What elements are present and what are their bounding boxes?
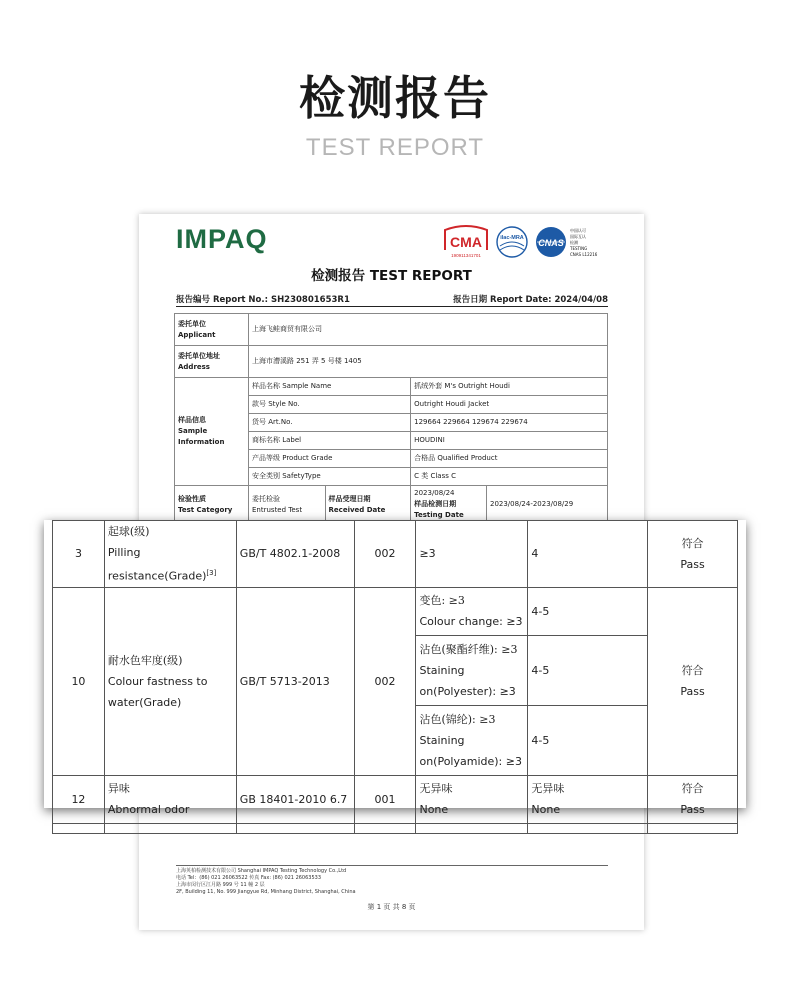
page-number: 第 1 页 共 8 页: [367, 903, 416, 911]
sample-no: 001: [354, 775, 416, 823]
result: 4-5: [528, 705, 648, 775]
item-name: 耐水色牢度(级) Colour fastness to water(Grade): [104, 587, 236, 775]
verdict: 符合 Pass: [648, 587, 738, 775]
standard: GB 18401-2010 6.7: [236, 775, 354, 823]
requirement: 变色: ≥3 Colour change: ≥3: [416, 587, 528, 635]
sample-key: 商标名称 Label: [249, 432, 411, 450]
applicant-value: 上海飞鲑商贸有限公司: [249, 314, 608, 346]
received-date-value: 2023/08/24 样品检测日期 Testing Date: [411, 486, 487, 524]
cma-mark-icon: [445, 226, 487, 258]
requirement: 沾色(聚酯纤维): ≥3 Staining on(Polyester): ≥3: [416, 635, 528, 705]
table-row: [53, 823, 738, 833]
table-row: [175, 378, 608, 396]
sample-key: 货号 Art.No.: [249, 414, 411, 432]
table-row: [175, 346, 608, 378]
report-date: 报告日期 Report Date: 2024/04/08: [453, 295, 608, 305]
sample-key: 款号 Style No.: [249, 396, 411, 414]
standard: GB/T 5713-2013: [236, 587, 354, 775]
verdict: 符合 Pass: [648, 521, 738, 588]
svg-text:国际互认: 国际互认: [570, 234, 586, 239]
standard: GB/T 4802.1-2008: [236, 521, 354, 588]
address-label: 委托单位地址 Address: [175, 346, 249, 378]
zoomed-results-panel: [44, 520, 746, 817]
testing-date-value: 2023/08/24-2023/08/29: [486, 486, 607, 524]
result: 4: [528, 521, 648, 588]
category-label: 检验性质 Test Category: [175, 486, 249, 524]
impaq-logo: IMPAQ: [176, 224, 268, 254]
item-name: 起球(级) Pilling resistance(Grade)[3]: [104, 521, 236, 588]
item-number: 10: [53, 587, 105, 775]
cnas-text: CNAS: [538, 238, 564, 248]
cnas-mark-icon: [536, 227, 566, 257]
sample-no: 002: [354, 521, 416, 588]
page-subtitle: TEST REPORT: [305, 134, 485, 161]
sample-value: 129664 229664 129674 229674: [411, 414, 608, 432]
cma-text: CMA: [450, 234, 482, 250]
page-title: 检测报告: [299, 71, 491, 125]
results-table: [52, 520, 738, 834]
table-row: [53, 521, 738, 588]
sample-key: 安全类别 SafetyType: [249, 468, 411, 486]
table-row: [175, 314, 608, 346]
received-date-label: 样品受理日期 Received Date: [325, 486, 411, 524]
svg-text:TESTING: TESTING: [570, 246, 588, 251]
applicant-info-table: [174, 313, 608, 524]
cnas-caption: [569, 227, 598, 257]
result: 无异味 None: [528, 775, 648, 823]
svg-text:中国认可: 中国认可: [570, 228, 586, 233]
document-footer: 上海英柏检测技术有限公司 Shanghai IMPAQ Testing Technology Co.,Ltd 电话 Tel：(86) 021 26063522 传真 Fax: (86) 021 26063533 上海市闵行区江月路 999 号 11 幢 2 层 2F, Building 11, No. 999 Jiangyue Rd, Minhang District, Shanghai, China: [176, 865, 608, 896]
item-name: 异味 Abnormal odor: [104, 775, 236, 823]
sample-key: 产品等级 Product Grade: [249, 450, 411, 468]
requirement: 沾色(锦纶): ≥3 Staining on(Polyamide): ≥3: [416, 705, 528, 775]
ilac-text: ilac-MRA: [500, 235, 524, 241]
sample-value: 抓绒外套 M's Outright Houdi: [411, 378, 608, 396]
sample-value: C 类 Class C: [411, 468, 608, 486]
result: 4-5: [528, 635, 648, 705]
address-value: 上海市漕溪路 251 弄 5 号楼 1405: [249, 346, 608, 378]
sample-value: HOUDINI: [411, 432, 608, 450]
category-value: 委托检验 Entrusted Test: [249, 486, 326, 524]
verdict: 符合 Pass: [648, 775, 738, 823]
table-row: [53, 775, 738, 823]
sample-info-label: 样品信息 Sample Information: [175, 378, 249, 486]
item-number: 12: [53, 775, 105, 823]
svg-text:检测: 检测: [570, 240, 578, 245]
svg-text:CNAS L12216: CNAS L12216: [570, 252, 598, 257]
sample-no: 002: [354, 587, 416, 775]
requirement: ≥3: [416, 521, 528, 588]
accreditation-marks: [442, 222, 622, 262]
cma-number: 190911341701: [451, 253, 481, 258]
report-number: 报告编号 Report No.: SH230801653R1: [176, 295, 350, 305]
sample-value: 合格品 Qualified Product: [411, 450, 608, 468]
item-number: 3: [53, 521, 105, 588]
table-row: [175, 486, 608, 524]
ilac-mark-icon: [497, 227, 527, 257]
header-divider: [176, 306, 608, 307]
requirement: 无异味 None: [416, 775, 528, 823]
sample-key: 样品名称 Sample Name: [249, 378, 411, 396]
testing-date-label: 样品检测日期 Testing Date: [414, 500, 464, 519]
document-title: 检测报告 TEST REPORT: [311, 268, 472, 284]
applicant-label: 委托单位 Applicant: [175, 314, 249, 346]
sample-value: Outright Houdi Jacket: [411, 396, 608, 414]
table-row: [53, 587, 738, 635]
result: 4-5: [528, 587, 648, 635]
